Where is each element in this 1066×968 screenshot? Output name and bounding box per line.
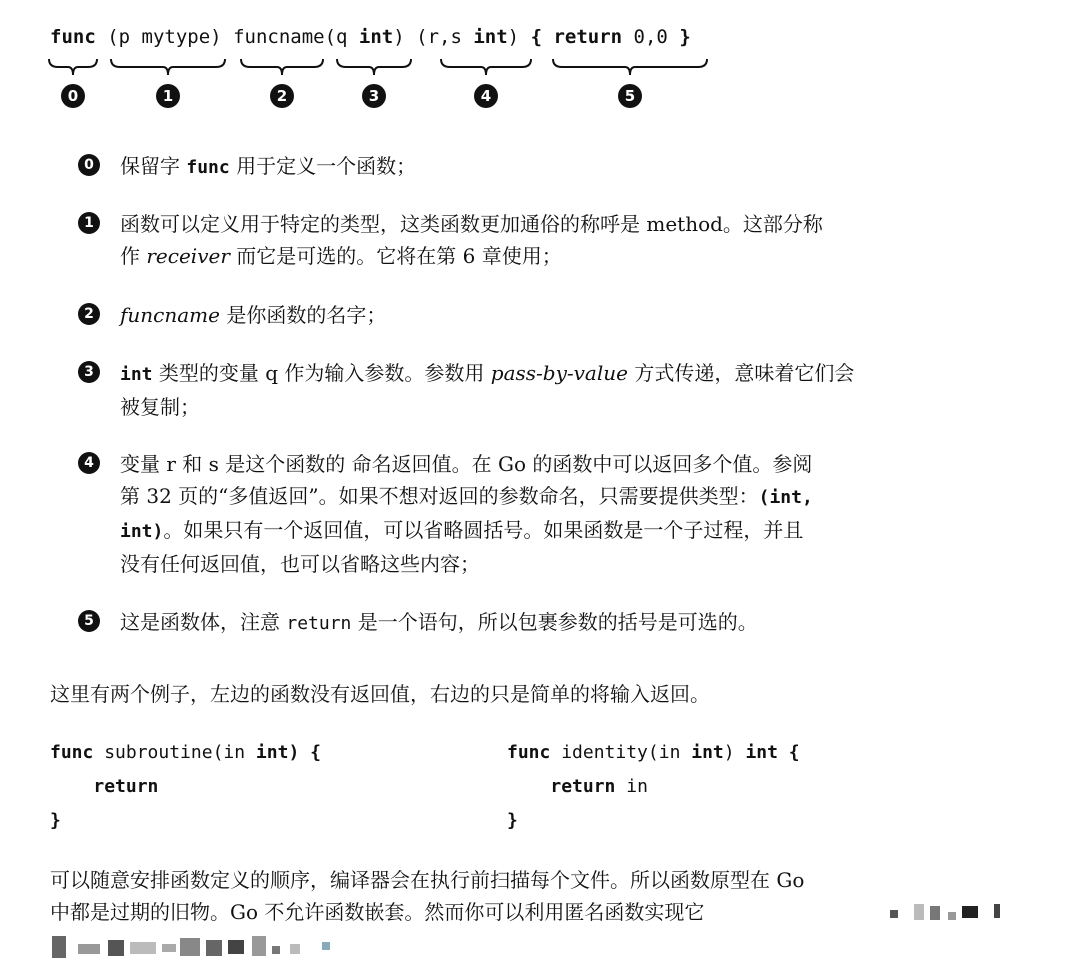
- sig-body-open: {: [530, 26, 554, 48]
- note-1-text-5: 章使用；: [481, 244, 562, 268]
- note-4-var-r: r: [166, 452, 176, 476]
- code-left-close: }: [50, 810, 61, 831]
- note-2-funcname: funcname: [120, 303, 220, 327]
- sig-body-vals: 0,0: [622, 26, 680, 48]
- closing-paragraph: [50, 864, 1016, 928]
- note-3-code: int: [120, 364, 153, 385]
- note-4-text-3: 是这个函数的 命名返回值。在: [225, 452, 492, 476]
- code-right-func: func: [507, 742, 551, 763]
- note-1-badge: 1: [78, 212, 100, 234]
- code-right-return: return: [550, 776, 616, 797]
- intro-paragraph: 这里有两个例子，左边的函数没有返回值，右边的只是简单的将输入返回。: [50, 682, 710, 706]
- note-5-text-2: 是一个语句，所以包裹参数的括号是可选的。: [357, 610, 758, 634]
- note-4-text-5: 第: [120, 484, 140, 508]
- note-4-text-6: 页的“多值返回”。如果不想对返回的参数命名，只需要提供类型：: [178, 484, 759, 508]
- code-right-mid: ): [723, 742, 746, 763]
- code-right-in: in: [615, 776, 648, 797]
- sig-body-return: return: [553, 26, 623, 48]
- note-3-badge: 3: [78, 361, 100, 383]
- note-3-text: 类型的变量: [158, 361, 259, 385]
- sig-results-type: int: [473, 26, 508, 48]
- marker-4: 4: [474, 84, 498, 108]
- marker-0: 0: [61, 84, 85, 108]
- closing-line-1: 可以随意安排函数定义的顺序，编译器会在执行前扫描每个文件。所以函数原型在 Go: [50, 868, 805, 892]
- sig-param-type: int: [358, 26, 394, 48]
- note-0-text: 保留字: [120, 154, 180, 178]
- note-4-code: (int,: [758, 487, 813, 508]
- note-4-go: Go: [497, 452, 527, 476]
- sig-body-close: }: [679, 26, 691, 48]
- note-5-text: 这是函数体，注意: [120, 610, 280, 634]
- function-signature: [50, 26, 691, 48]
- note-4: [78, 448, 1018, 580]
- note-3-pass-by-value: pass-by-value: [490, 361, 628, 385]
- code-left-func: func: [50, 742, 94, 763]
- closing-line-2: 中都是过期的旧物。Go 不允许函数嵌套。然而你可以利用匿名函数实现它: [50, 900, 705, 924]
- note-5: [78, 606, 1018, 640]
- code-left-type: int: [255, 742, 289, 763]
- code-example-left: [50, 736, 321, 838]
- note-4-text-8: 没有任何返回值，也可以省略这些内容；: [120, 552, 480, 576]
- note-1-chapter: 6: [462, 244, 476, 268]
- marker-3: 3: [362, 84, 386, 108]
- sig-results-open: (r,s: [416, 26, 474, 48]
- sig-func-keyword: func: [50, 26, 96, 48]
- note-4-text-2: 和: [182, 452, 203, 476]
- sig-param-close: ): [393, 26, 405, 48]
- marker-2: 2: [270, 84, 294, 108]
- note-4-code-2: int): [120, 521, 164, 542]
- code-left-brace: ) {: [288, 742, 321, 763]
- note-0: [78, 150, 1018, 184]
- code-right-sig: identity(in: [550, 742, 692, 763]
- note-2-badge: 2: [78, 303, 100, 325]
- note-5-code: return: [286, 613, 352, 634]
- note-0-code: func: [186, 157, 230, 178]
- brace-5: [552, 58, 708, 76]
- note-0-text-2: 用于定义一个函数；: [236, 154, 417, 178]
- note-3-var: q: [265, 361, 279, 385]
- sig-receiver: (p mytype): [107, 26, 222, 48]
- brace-4: [440, 58, 532, 76]
- note-1-text: 函数可以定义用于特定的类型，这类函数更加通俗的称呼是: [120, 212, 640, 236]
- sig-results-close: ): [507, 26, 520, 48]
- note-4-text: 变量: [120, 452, 160, 476]
- code-right-type-2: int: [745, 742, 778, 763]
- code-example-right: [507, 736, 800, 838]
- note-2: [78, 299, 1018, 331]
- note-3-text-3: 方式传递，意味着它们会: [634, 361, 855, 385]
- note-4-var-s: s: [208, 452, 219, 476]
- note-1-text-4: 而它是可选的。它将在第: [236, 244, 457, 268]
- note-1-receiver: receiver: [146, 244, 230, 268]
- sig-funcname: funcname: [233, 26, 325, 48]
- brace-0: [48, 58, 98, 76]
- brace-2: [240, 58, 324, 76]
- note-3: [78, 357, 1018, 423]
- note-2-text: 是你函数的名字；: [226, 303, 387, 327]
- note-1: [78, 208, 1018, 272]
- code-right-close: }: [507, 810, 518, 831]
- note-4-text-7: 。如果只有一个返回值，可以省略圆括号。如果函数是一个子过程，并且: [163, 518, 804, 542]
- note-4-page: 32: [146, 484, 172, 508]
- note-1-text-3: 作: [120, 244, 140, 268]
- sig-param-open: (q: [324, 26, 359, 48]
- note-1-method: method: [646, 212, 723, 236]
- note-1-text-2: 。这部分称: [722, 212, 823, 236]
- marker-5: 5: [618, 84, 642, 108]
- brace-3: [336, 58, 412, 76]
- code-left-return: return: [93, 776, 159, 797]
- note-3-text-2: 作为输入参数。参数用: [284, 361, 485, 385]
- marker-1: 1: [156, 84, 180, 108]
- note-5-badge: 5: [78, 610, 100, 632]
- code-right-type: int: [691, 742, 724, 763]
- note-3-text-4: 被复制；: [120, 395, 200, 419]
- code-left-sig: subroutine(in: [93, 742, 256, 763]
- note-4-badge: 4: [78, 452, 100, 474]
- note-0-badge: 0: [78, 154, 100, 176]
- brace-1: [110, 58, 226, 76]
- code-right-brace: {: [777, 742, 800, 763]
- note-4-text-4: 的函数中可以返回多个值。参阅: [532, 452, 813, 476]
